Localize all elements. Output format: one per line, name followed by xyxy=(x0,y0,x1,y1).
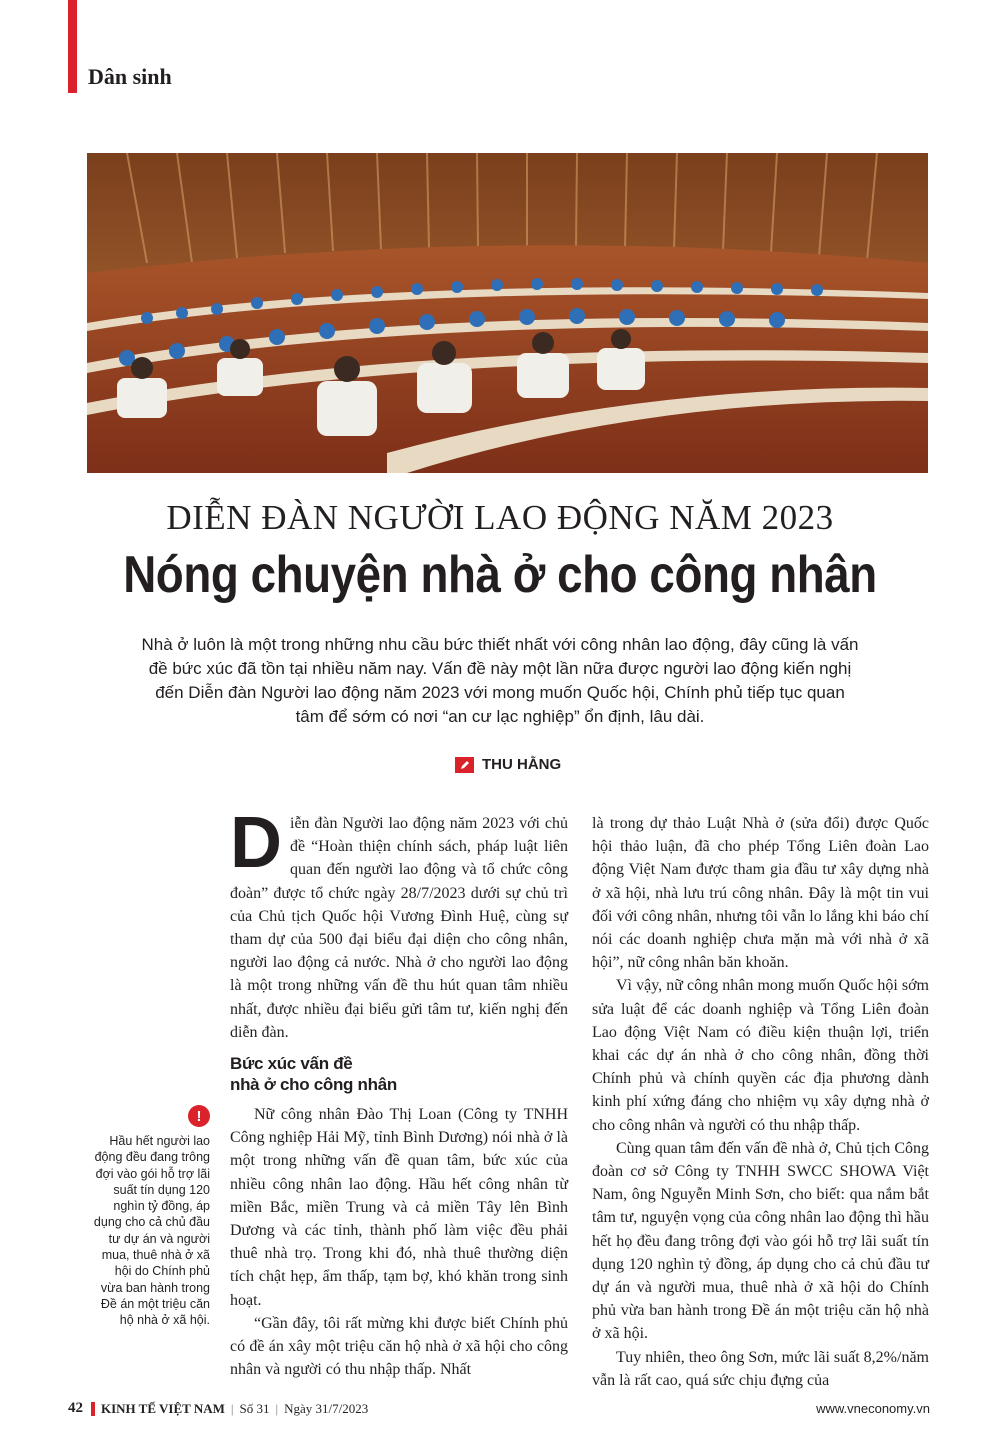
issue-date: Ngày 31/7/2023 xyxy=(284,1400,369,1416)
subheading-line-2: nhà ở cho công nhân xyxy=(230,1075,397,1095)
author-name: THU HẰNG xyxy=(482,756,562,773)
exclamation-icon: ! xyxy=(188,1105,210,1127)
body-paragraph: Nữ công nhân Đào Thị Loan (Công ty TNHH Công nghiệp Hải Mỹ, tỉnh Bình Dương) nói nhà ở là một trong những vấn đề quan tâm, bức xúc của nhiều công nhân lao động. Hầu hết công nhân từ miền Bắc, miền Trung và cả miền Tây lên Bình Dương và các tỉnh, thành phố làm việc đều phải thuê nhà trọ. Trong khi đó, nhà thuê thường diện tích chật hẹp, ẩm thấp, tạm bợ, khó khăn trong sinh hoạt. xyxy=(230,1106,568,1309)
pull-quote-sidebar xyxy=(90,1105,210,1329)
page-number: 42 xyxy=(68,1400,83,1416)
page-footer xyxy=(68,1400,930,1417)
article-column-2 xyxy=(592,812,929,1392)
footer-divider: | xyxy=(230,1400,234,1416)
footer-accent-bar xyxy=(91,1402,95,1416)
body-paragraph: Tuy nhiên, theo ông Sơn, mức lãi suất 8,2%/năm vẫn là rất cao, quá sức chịu đựng của xyxy=(592,1348,929,1389)
intro-text: iễn đàn Người lao động năm 2023 với chủ đề “Hoàn thiện chính sách, pháp luật liên quan đến người lao động và tổ chức công đoàn” được tổ chức ngày 28/7/2023 dưới sự chủ trì của Chủ tịch Quốc hội Vương Đình Huệ, cùng sự tham dự của 500 đại biểu đại diện cho công nhân, người lao động cả nước. Nhà ở cho người lao động là một trong những vấn đề thu hút quan tâm nhiều nhất, được nhiều đại biểu gửi tâm tư, kiến nghị đến diễn đàn. xyxy=(230,815,568,1041)
pull-quote-text: Hầu hết người lao động đều đang trông đợi vào gói hỗ trợ lãi suất tín dụng 120 nghìn tỷ đồng, áp dụng cho cả chủ đầu tư dự án và người mua, thuê nhà ở xã hội do Chính phủ vừa ban hành trong Đề án một triệu căn hộ nhà ở xã hội. xyxy=(93,1134,210,1328)
website-link[interactable]: www.vneconomy.vn xyxy=(816,1401,930,1416)
footer-divider: | xyxy=(275,1400,279,1416)
article-headline: Nóng chuyện nhà ở cho công nhân xyxy=(123,546,877,604)
intro-paragraph xyxy=(230,803,568,1044)
section-label: Dân sinh xyxy=(88,64,172,89)
magazine-name: KINH TẾ VIỆT NAM xyxy=(101,1400,225,1416)
subheading-line-1: Bức xúc vấn đề xyxy=(230,1054,353,1074)
body-paragraph: “Gần đây, tôi rất mừng khi được biết Chính phủ có đề án xây một triệu căn hộ nhà ở xã hội cho công nhân và người có thu nhập thấp. Nhất xyxy=(230,1314,568,1379)
byline xyxy=(455,756,561,773)
section-accent-bar xyxy=(68,0,77,93)
body-paragraph: là trong dự thảo Luật Nhà ở (sửa đổi) được Quốc hội thảo luận, đã cho phép Tổng Liên đoàn Lao động Việt Nam được tham gia đầu tư xây dựng nhà ở xã hội, nhà lưu trú công nhân. Đây là một tin vui đối với công nhân, nhưng tôi vẫn lo lắng khi báo chí nói các doanh nghiệp chưa mặn mà với nhà ở xã hội”, nữ công nhân băn khoăn. xyxy=(592,815,929,972)
body-paragraph: Cùng quan tâm đến vấn đề nhà ở, Chủ tịch Công đoàn cơ sở Công ty TNHH SWCC SHOWA Việt Nam, ông Nguyễn Minh Sơn, cho biết: qua nắm bắt tâm tư, nguyện vọng của công nhân lao động thì hầu hết họ đều đang trông đợi vào gói hỗ trợ lãi suất tín dụng 120 nghìn tỷ đồng, áp dụng cho cả chủ đầu tư dự án và người mua, thuê nhà ở xã hội do Chính phủ vừa ban hành trong Đề án một triệu căn hộ nhà ở xã hội. xyxy=(592,1139,929,1343)
hero-photo-assembly-hall xyxy=(87,153,928,473)
article-lede: Nhà ở luôn là một trong những nhu cầu bức thiết nhất với công nhân lao động, đây cũng là vấn đề bức xúc đã tồn tại nhiều năm nay. Vấn đề này một lần nữa được người lao động kiến nghị đến Diễn đàn Người lao động năm 2023 với mong muốn Quốc hội, Chính phủ tiếp tục quan tâm để sớm có nơi “an cư lạc nghiệp” ổn định, lâu dài. xyxy=(141,635,859,726)
article-column-1 xyxy=(230,803,568,1381)
body-paragraph: Vì vậy, nữ công nhân mong muốn Quốc hội sớm sửa luật để các doanh nghiệp và Tổng Liên đoàn Lao động Việt Nam có điều kiện thuận lợi, triển khai các dự án nhà ở cho công nhân, đồng thời Chính phủ và chính quyền các địa phương dành kinh phí xứng đáng cho nhiệm vụ xây dựng nhà ở cho công nhân và người có thu nhập thấp. xyxy=(592,977,929,1134)
pen-icon xyxy=(455,757,474,773)
assembly-hall-illustration xyxy=(87,153,928,473)
subheading xyxy=(230,1053,568,1095)
issue-number: Số 31 xyxy=(239,1400,270,1416)
dropcap: D xyxy=(230,803,282,883)
article-kicker: DIỄN ĐÀN NGƯỜI LAO ĐỘNG NĂM 2023 xyxy=(166,498,834,537)
